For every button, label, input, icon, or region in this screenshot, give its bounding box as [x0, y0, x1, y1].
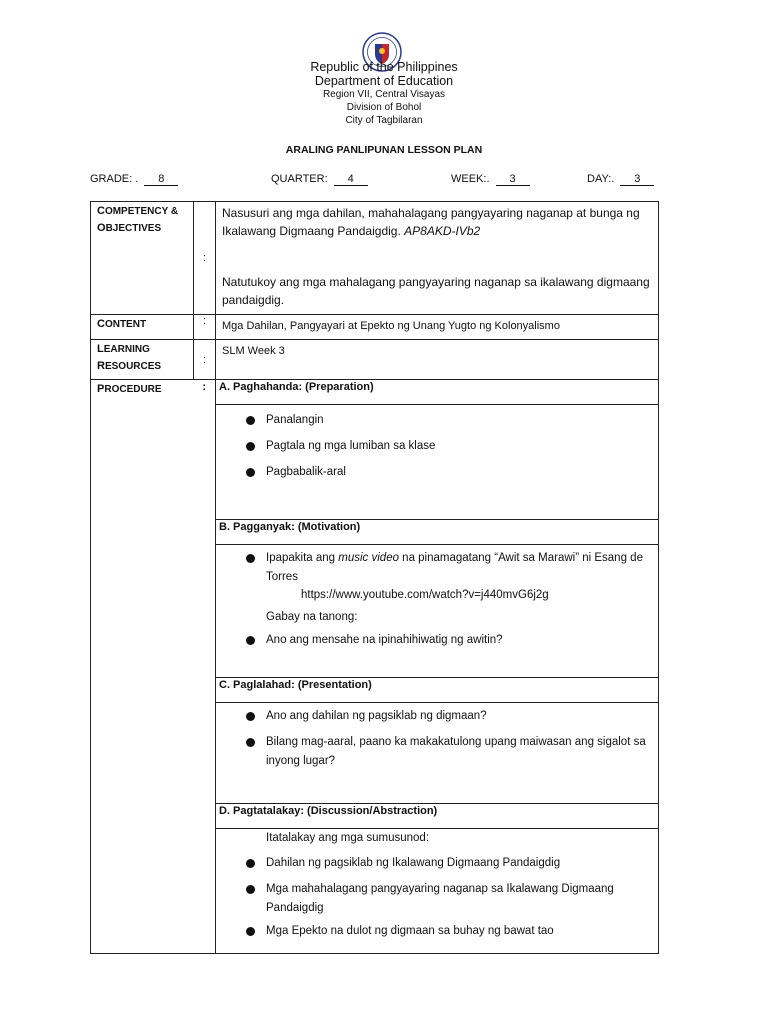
content-text: Mga Dahilan, Pangyayari at Epekto ng Unang Yugto ng Kolonyalismo	[216, 315, 659, 340]
procedure-label: PROCEDURE	[91, 380, 194, 954]
discussion-intro: Itatalakay ang mga sumusunod:	[266, 832, 430, 844]
grade-label: GRADE: .	[90, 173, 139, 185]
list-item: Ipapakita ang music video na pinamagatang “Awit sa Marawi” ni Esang de Torres	[216, 549, 658, 587]
quarter-value: 4	[334, 174, 368, 186]
day-label: DAY:.	[587, 173, 615, 185]
division-line: Division of Bohol	[346, 102, 422, 113]
grade-field	[90, 173, 178, 186]
content-label: CONTENT	[91, 315, 194, 340]
list-item: Bilang mag-aaral, paano ka makakatulong upang maiwasan ang sigalot sa inyong lugar?	[216, 733, 658, 771]
bullet-icon	[246, 554, 255, 563]
republic-line: Republic of the Philippines	[310, 60, 458, 74]
resources-row	[91, 340, 659, 380]
section-b-body	[216, 545, 659, 678]
guide-question-label: Gabay na tanong:	[266, 611, 358, 623]
region-line: Region VII, Central Visayas	[322, 89, 446, 100]
objective-text: Natutukoy ang mga mahalagang pangyayaring naganap sa ikalawang digmaang pandaigdig.	[222, 275, 650, 307]
section-c-body	[216, 703, 659, 804]
page-title: ARALING PANLIPUNAN LESSON PLAN	[285, 144, 483, 156]
bullet-icon	[246, 712, 255, 721]
competency-label: COMPETENCY & OBJECTIVES	[91, 202, 194, 315]
bullet-icon	[246, 416, 255, 425]
section-b-title: B. Pagganyak: (Motivation)	[216, 520, 659, 545]
week-value: 3	[496, 174, 530, 186]
section-a-title: A. Paghahanda: (Preparation)	[216, 380, 659, 405]
bullet-icon	[246, 927, 255, 936]
competency-cell	[216, 202, 659, 315]
department-line: Department of Education	[314, 74, 454, 88]
city-line: City of Tagbilaran	[345, 115, 423, 126]
section-d-title: D. Pagtatalakay: (Discussion/Abstraction)	[216, 804, 659, 829]
lesson-plan-table	[90, 201, 659, 954]
content-colon: :	[194, 315, 216, 340]
grade-value: 8	[144, 174, 178, 186]
resources-text: SLM Week 3	[216, 340, 659, 380]
competency-text: Nasusuri ang mga dahilan, mahahalagang pangyayaring naganap at bunga ng Ikalawang Digmaang Pandaigdig. AP8AKD-IVb2	[222, 206, 640, 238]
list-item: Ano ang dahilan ng pagsiklab ng digmaan?	[216, 707, 658, 726]
content-row	[91, 315, 659, 340]
list-item: Panalangin	[216, 411, 658, 430]
bullet-icon	[246, 636, 255, 645]
list-item: Dahilan ng pagsiklab ng Ikalawang Digmaang Pandaigdig	[216, 854, 658, 873]
list-item: Mga Epekto na dulot ng digmaan sa buhay ng bawat tao	[216, 922, 658, 941]
list-item: Ano ang mensahe na ipinahihiwatig ng awitin?	[216, 631, 658, 650]
procedure-colon: :	[194, 380, 216, 954]
section-d-body	[216, 829, 659, 954]
list-item: Pagtala ng mga lumiban sa klase	[216, 437, 658, 456]
day-value: 3	[620, 174, 654, 186]
bullet-icon	[246, 738, 255, 747]
week-field	[451, 173, 530, 186]
competency-row	[91, 202, 659, 315]
week-label: WEEK:.	[451, 173, 490, 185]
quarter-field	[271, 173, 368, 186]
section-c-title: C. Paglalahad: (Presentation)	[216, 678, 659, 703]
resources-colon: :	[194, 340, 216, 380]
resources-label: LEARNING RESOURCES	[91, 340, 194, 380]
competency-colon: :	[194, 202, 216, 315]
bullet-icon	[246, 442, 255, 451]
competency-code: AP8AKD-IVb2	[404, 224, 481, 238]
bullet-icon	[246, 885, 255, 894]
section-a-body	[216, 405, 659, 520]
bullet-icon	[246, 468, 255, 477]
list-item: Pagbabalik-aral	[216, 463, 658, 482]
bullet-icon	[246, 859, 255, 868]
list-item: Mga mahahalagang pangyayaring naganap sa Ikalawang Digmaang Pandaigdig	[216, 880, 658, 918]
day-field	[587, 173, 654, 186]
procedure-a-title-row	[91, 380, 659, 405]
video-url: https://www.youtube.com/watch?v=j440mvG6j2g	[301, 589, 549, 601]
quarter-label: QUARTER:	[271, 173, 328, 185]
